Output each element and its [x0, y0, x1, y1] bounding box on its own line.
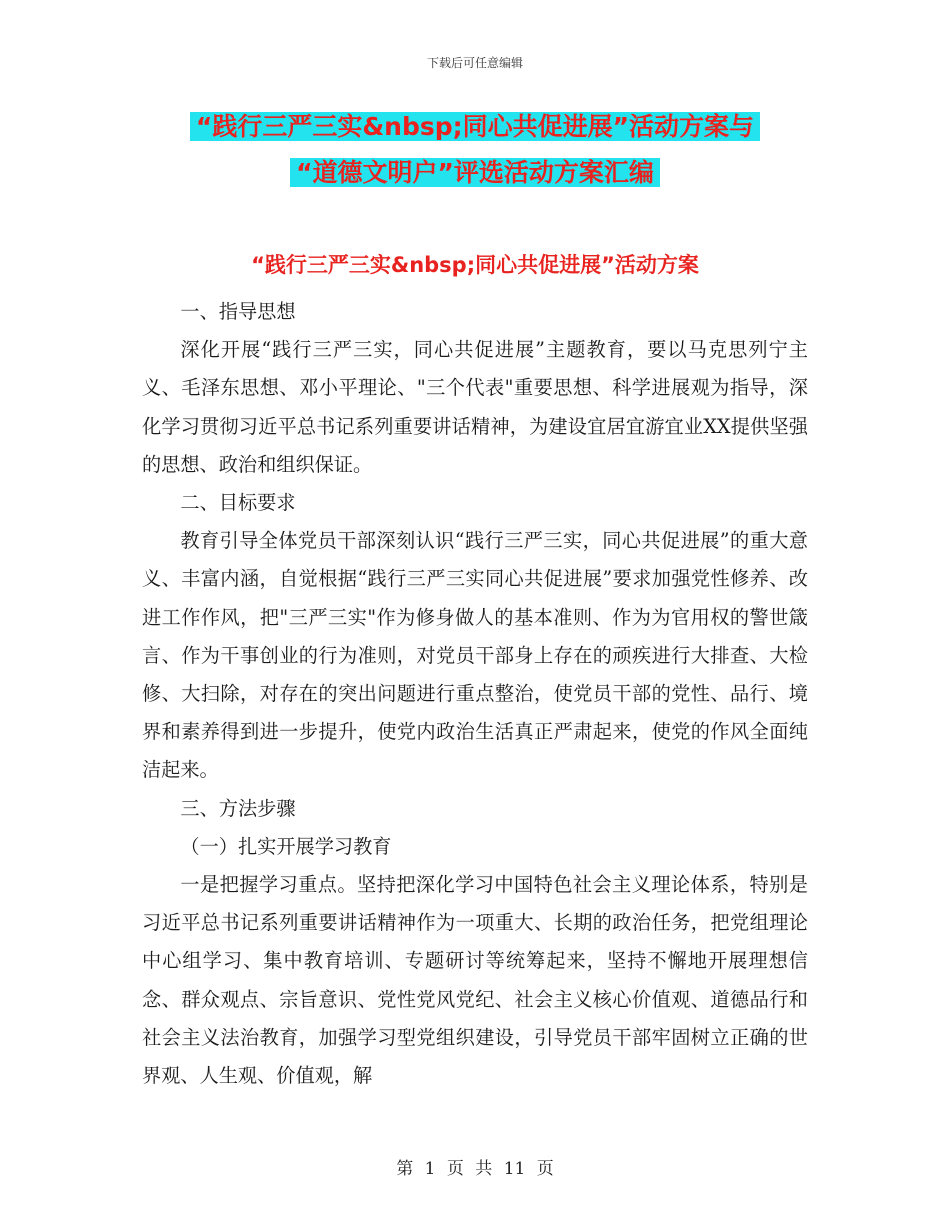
- page-footer-number: 第 1 页 共 11 页: [396, 1159, 554, 1179]
- title-line-2-text: “道德文明户”评选活动方案汇编: [290, 158, 660, 187]
- document-title-line-1: [0, 111, 950, 143]
- title-line-1-text: “践行三严三实&nbsp;同心共促进展”活动方案与: [190, 112, 760, 141]
- subheading-study-education: （一）扎实开展学习教育: [180, 834, 392, 858]
- paragraph-objectives: 教育引导全体党员干部深刻认识“践行三严三实，同心共促进展”的重大意义、丰富内涵，自觉根据“践行三严三实同心共促进展”要求加强党性修养、改进工作作风，把"三严三实"作为修身做人的基本准则、作为为官用权的警世箴言、作为干事创业的行为准则，对党员干部身上存在的顽疾进行大排查、大检修、大扫除，对存在的突出问题进行重点整治，使党员干部的党性、品行、境界和素养得到进一步提升，使党内政治生活真正严肃起来，使党的作风全面纯洁起来。: [142, 529, 808, 782]
- heading-objectives: 二、目标要求: [180, 491, 296, 515]
- paragraph-study-focus: 一是把握学习重点。坚持把深化学习中国特色社会主义理论体系，特别是习近平总书记系列重要讲话精神作为一项重大、长期的政治任务，把党组理论中心组学习、集中教育培训、专题研讨等统筹起来，坚持不懈地开展理想信念、群众观点、宗旨意识、党性党风党纪、社会主义核心价值观、道德品行和社会主义法治教育，加强学习型党组织建设，引导党员干部牢固树立正确的世界观、人生观、价值观，解: [142, 873, 808, 1088]
- document-title-line-2: [0, 157, 950, 189]
- section-title: “践行三严三实&nbsp;同心共促进展”活动方案: [251, 253, 699, 277]
- page-header-note: 下载后可任意编辑: [426, 56, 523, 70]
- heading-guiding-ideology: 一、指导思想: [180, 300, 296, 323]
- heading-methods: 三、方法步骤: [180, 796, 296, 820]
- paragraph-guiding-ideology: 深化开展“践行三严三实，同心共促进展”主题教育，要以马克思列宁主义、毛泽东思想、邓小平理论、"三个代表"重要思想、科学进展观为指导，深化学习贯彻习近平总书记系列重要讲话精神，为建设宜居宜游宜业XX提供坚强的思想、政治和组织保证。: [142, 338, 808, 476]
- document-body: [142, 293, 808, 1095]
